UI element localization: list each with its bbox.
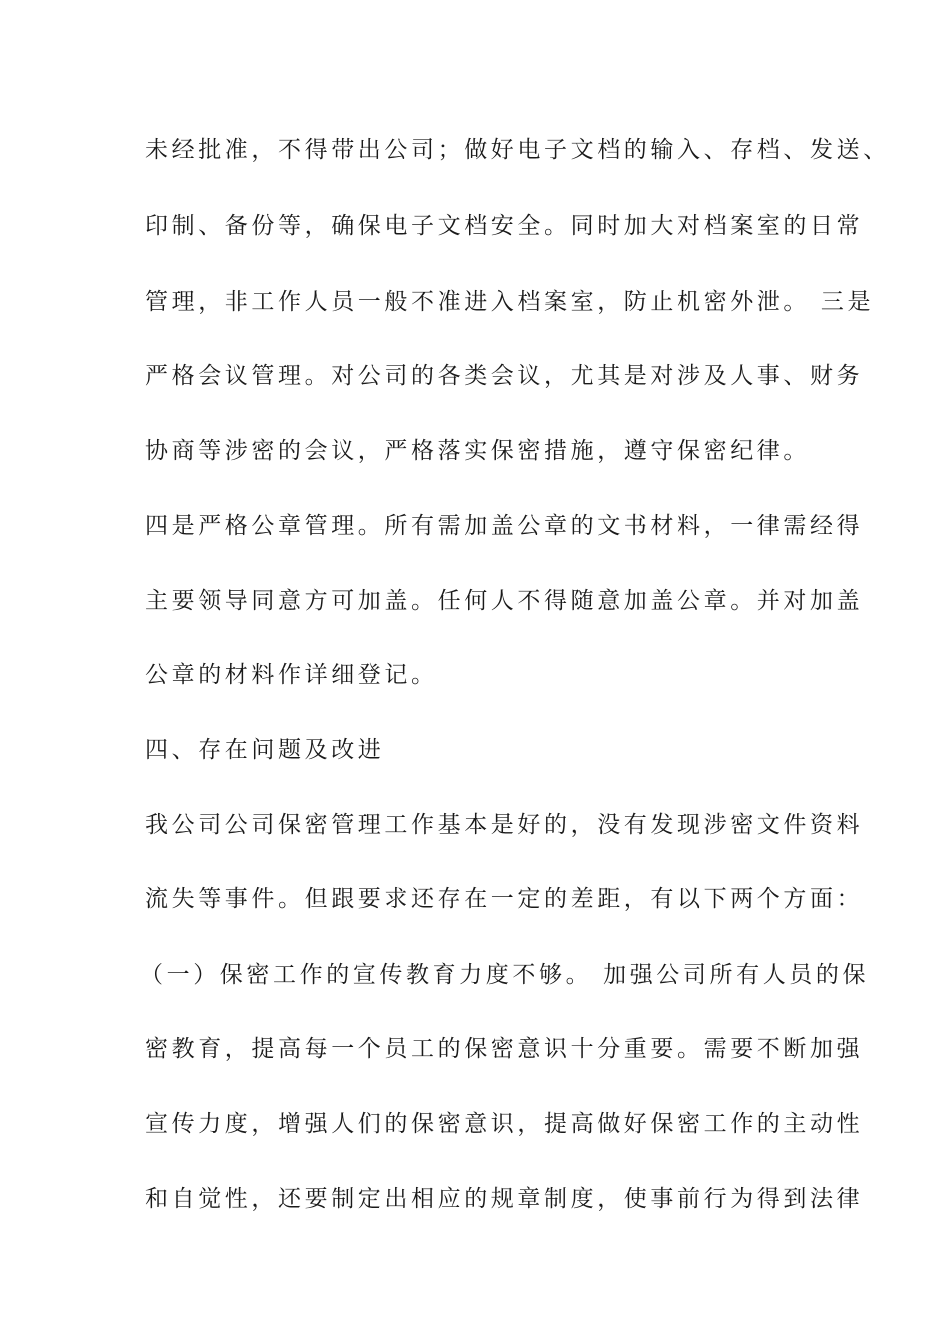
body-text-line: 主要领导同意方可加盖。任何人不得随意加盖公章。并对加盖 xyxy=(145,588,864,614)
body-text-line: 宣传力度，增强人们的保密意识，提高做好保密工作的主动性 xyxy=(145,1111,864,1137)
body-text-line: 协商等涉密的会议，严格落实保密措施，遵守保密纪律。 xyxy=(145,438,810,464)
body-text-line: 和自觉性，还要制定出相应的规章制度，使事前行为得到法律 xyxy=(145,1186,864,1212)
body-text-line: 严格会议管理。对公司的各类会议，尤其是对涉及人事、财务 xyxy=(145,363,864,389)
body-text-line: 流失等事件。但跟要求还存在一定的差距，有以下两个方面： xyxy=(145,886,864,912)
body-text-line: 管理，非工作人员一般不准进入档案室，防止机密外泄。 三是 xyxy=(145,289,875,315)
body-text-line: 印制、备份等，确保电子文档安全。同时加大对档案室的日常 xyxy=(145,213,864,239)
body-text-line: 四是严格公章管理。所有需加盖公章的文书材料，一律需经得 xyxy=(145,513,864,539)
section-heading: 四、存在问题及改进 xyxy=(145,737,385,763)
body-text-line: 我公司公司保密管理工作基本是好的，没有发现涉密文件资料 xyxy=(145,812,864,838)
body-text-line: 公章的材料作详细登记。 xyxy=(145,662,438,688)
body-text-line: 密教育，提高每一个员工的保密意识十分重要。需要不断加强 xyxy=(145,1036,864,1062)
body-text-line: 未经批准，不得带出公司；做好电子文档的输入、存档、发送、 xyxy=(145,137,890,163)
subsection-line: （一）保密工作的宣传教育力度不够。 加强公司所有人员的保 xyxy=(140,962,870,988)
